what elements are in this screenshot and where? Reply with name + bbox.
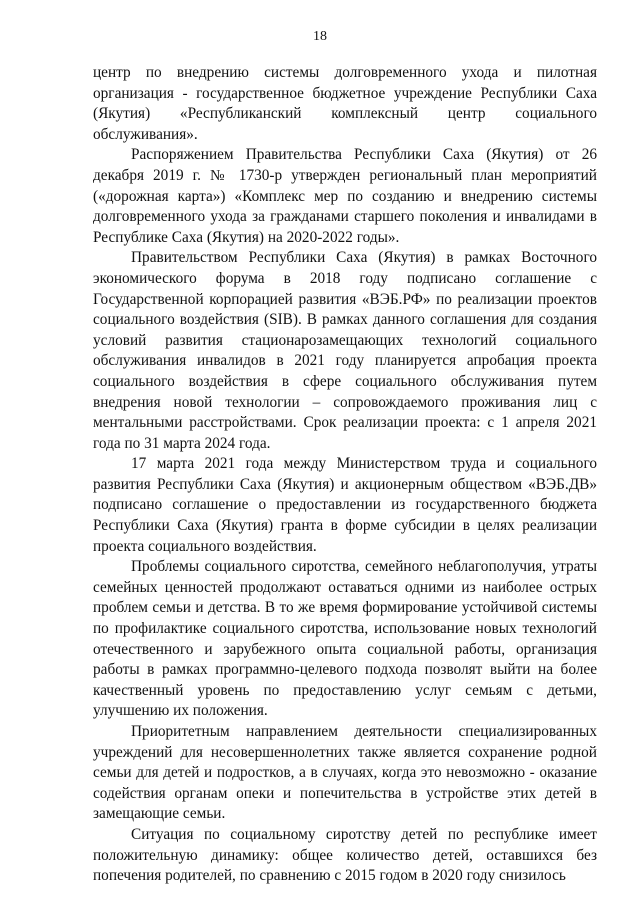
- document-body: [93, 63, 597, 887]
- paragraph: Проблемы социального сиротства, семейного неблагополучия, утраты семейных ценностей продолжают оставаться одними из наиболее острых проблем семьи и детства. В то же время формирование устойчивой системы по профилактике социального сиротства, использование новых технологий отечественного и зарубежного опыта социальной работы, организация работы в рамках программно-целевого подхода позволят выйти на более качественный уровень по предоставлению услуг семьям с детьми, улучшению их положения.: [93, 558, 597, 720]
- paragraph: центр по внедрению системы долговременного ухода и пилотная организация - государственное бюджетное учреждение Республики Саха (Якутия) «Республиканский комплексный центр социального обслуживания».: [93, 64, 597, 143]
- paragraph: Правительством Республики Саха (Якутия) в рамках Восточного экономического форума в 2018 году подписано соглашение с Государственной корпорацией развития «ВЭБ.РФ» по реализации проектов социального воздействия (SIB). В рамках данного соглашения для создания условий развития стационарозамещающих технологий социального обслуживания инвалидов в 2021 году планируется апробация проекта социального воздействия в сфере социального обслуживания путем внедрения новой технологии – сопровождаемого проживания лиц с ментальными расстройствами. Срок реализации проекта: с 1 апреля 2021 года по 31 марта 2024 года.: [93, 249, 597, 452]
- paragraph: Приоритетным направлением деятельности специализированных учреждений для несовершеннолетних также является сохранение родной семьи для детей и подростков, а в случаях, когда это невозможно - оказание содействия органам опеки и попечительства в устройстве этих детей в замещающие семьи.: [93, 723, 597, 823]
- paragraph: Ситуация по социальному сиротству детей по республике имеет положительную динамику: общее количество детей, оставшихся без попечения родителей, по сравнению с 2015 годом в 2020 году снизилось: [93, 825, 597, 885]
- paragraph: 17 марта 2021 года между Министерством труда и социального развития Республики Саха (Якутия) и акционерным обществом «ВЭБ.ДВ» подписано соглашение о предоставлении из государственного бюджета Республики Саха (Якутия) гранта в форме субсидии в целях реализации проекта социального воздействия.: [93, 455, 597, 555]
- page-number: 18: [313, 29, 327, 44]
- paragraph: Распоряжением Правительства Республики Саха (Якутия) от 26 декабря 2019 г. № 1730-р утвержден региональный план мероприятий («дорожная карта») «Комплекс мер по созданию и внедрению системы долговременного ухода за гражданами старшего поколения и инвалидами в Республике Саха (Якутия) на 2020-2022 годы».: [93, 146, 597, 246]
